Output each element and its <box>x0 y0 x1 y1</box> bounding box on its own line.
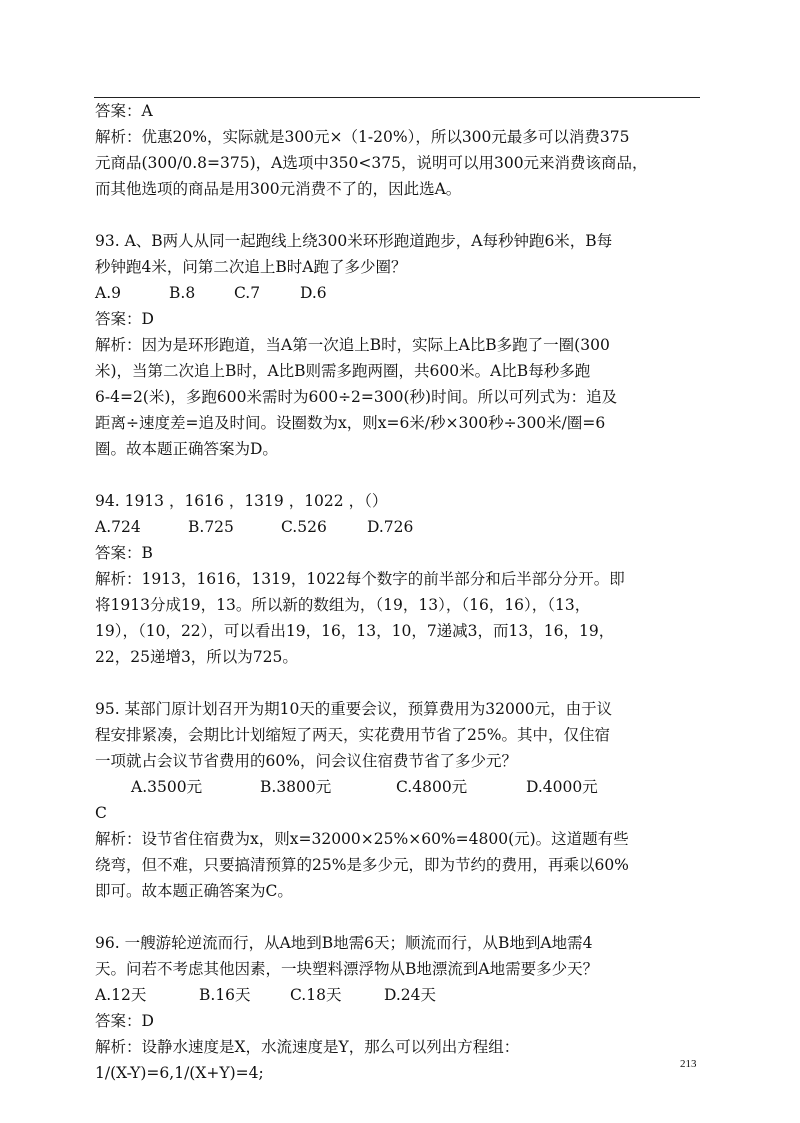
option-c: C.7 <box>234 284 261 302</box>
explanation-line: 解析：优惠20%，实际就是300元×（1-20%），所以300元最多可以消费375 <box>95 128 630 146</box>
option-a: A.12天 <box>95 986 147 1004</box>
explanation-line: 6-4=2(米)，多跑600米需时为600÷2=300(秒)时间。所以可列式为：追及 <box>95 388 618 406</box>
question-95-line: 95. 某部门原计划召开为期10天的重要会议，预算费用为32000元，由于议 <box>95 700 613 718</box>
option-a: A.724 <box>95 518 141 536</box>
answer-line: 答案：D <box>95 1012 154 1030</box>
explanation-line: 将1913分成19，13。所以新的数组为，（19，13），（16，16），（13， <box>95 596 591 614</box>
answer-line: C <box>95 804 107 822</box>
explanation-line: 圈。故本题正确答案为D。 <box>95 440 278 458</box>
explanation-line: 19），（10，22），可以看出19，16，13，10，7递减3，而13，16，19， <box>95 622 615 640</box>
option-b: B.8 <box>169 284 196 302</box>
explanation-line: 即可。故本题正确答案为C。 <box>95 882 293 900</box>
answer-line: 答案：A <box>95 102 153 120</box>
explanation-line: 22，25递增3，所以为725。 <box>95 648 298 666</box>
option-d: D.726 <box>367 518 414 536</box>
answer-line: 答案：D <box>95 310 154 328</box>
option-c: C.526 <box>281 518 327 536</box>
question-95-options <box>95 774 701 800</box>
page-content <box>95 98 701 1086</box>
question-93-options <box>95 280 701 306</box>
question-93-line: 93. A、B两人从同一起跑线上绕300米环形跑道跑步，A每秒钟跑6米，B每 <box>95 232 613 250</box>
option-b: B.16天 <box>199 986 251 1004</box>
option-c: C.4800元 <box>396 778 468 796</box>
explanation-line: 而其他选项的商品是用300元消费不了的，因此选A。 <box>95 180 462 198</box>
option-a: A.3500元 <box>131 778 203 796</box>
explanation-line: 绕弯，但不难，只要搞清预算的25%是多少元，即为节约的费用，再乘以60% <box>95 856 629 874</box>
explanation-line: 解析：因为是环形跑道，当A第一次追上B时，实际上A比B多跑了一圈(300 <box>95 336 610 354</box>
question-94-line: 94. 1913 ，1616 ，1319 ，1022 ，（） <box>95 492 388 510</box>
explanation-line: 解析：1913，1616，1319，1022每个数字的前半部分和后半部分分开。即 <box>95 570 625 588</box>
question-96-line: 96. 一艘游轮逆流而行，从A地到B地需6天；顺流而行，从B地到A地需4 <box>95 934 593 952</box>
question-95-line: 程安排紧凑，会期比计划缩短了两天，实花费用节省了25%。其中，仅住宿 <box>95 726 610 744</box>
question-96-line: 天。问若不考虑其他因素，一块塑料漂浮物从B地漂流到A地需要多少天？ <box>95 960 599 978</box>
explanation-line: 解析：设静水速度是X，水流速度是Y，那么可以列出方程组： <box>95 1038 520 1056</box>
explanation-line: 解析：设节省住宿费为x，则x=32000×25%×60%=4800(元)。这道题有些 <box>95 830 629 848</box>
question-95-line: 一项就占会议节省费用的60%，问会议住宿费节省了多少元？ <box>95 752 517 770</box>
question-93-line: 秒钟跑4米，问第二次追上B时A跑了多少圈？ <box>95 258 407 276</box>
option-d: D.24天 <box>384 986 437 1004</box>
option-d: D.6 <box>300 284 327 302</box>
explanation-line: 米)，当第二次追上B时，A比B则需多跑两圈，共600米。A比B每秒多跑 <box>95 362 591 380</box>
option-a: A.9 <box>95 284 121 302</box>
explanation-line: 1/(X-Y)=6,1/(X+Y)=4; <box>95 1064 264 1082</box>
page-number: 213 <box>680 1058 697 1070</box>
explanation-line: 距离÷速度差=追及时间。设圈数为x，则x=6米/秒×300秒÷300米/圈=6 <box>95 414 606 432</box>
option-b: B.725 <box>188 518 234 536</box>
option-c: C.18天 <box>290 986 342 1004</box>
answer-line: 答案：B <box>95 544 153 562</box>
explanation-line: 元商品(300/0.8=375)，A选项中350<375，说明可以用300元来消费该商品， <box>95 154 648 172</box>
question-94-options <box>95 514 701 540</box>
option-d: D.4000元 <box>526 778 598 796</box>
option-b: B.3800元 <box>260 778 332 796</box>
question-96-options <box>95 982 701 1008</box>
